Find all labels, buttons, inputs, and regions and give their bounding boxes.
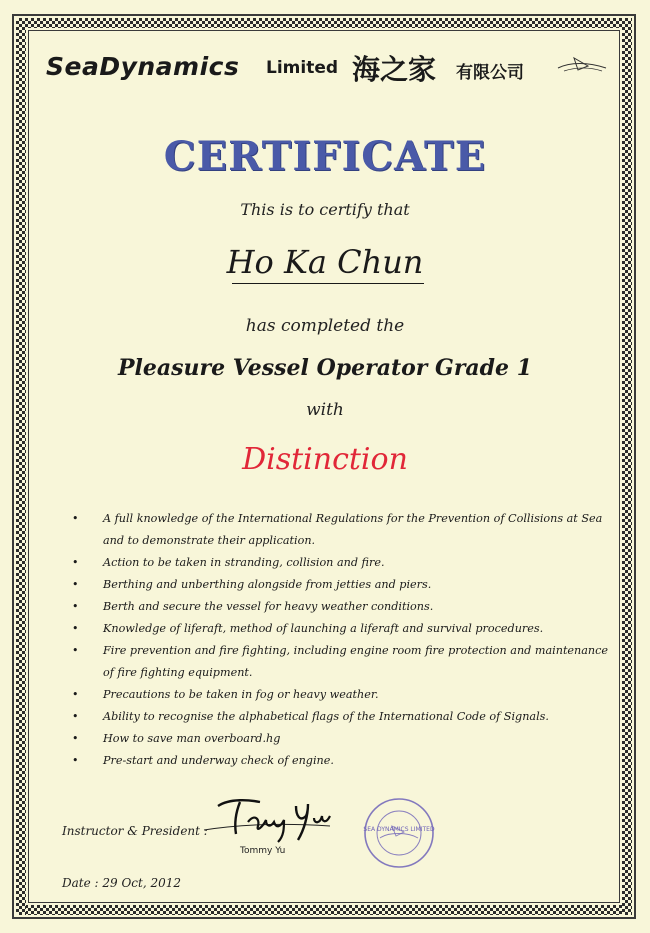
border-pattern-bottom xyxy=(16,905,632,915)
signatory-name: Tommy Yu xyxy=(240,846,286,856)
company-suffix: Limited xyxy=(266,58,339,78)
competency-item xyxy=(70,640,610,684)
competency-list xyxy=(70,508,610,772)
competency-text: of fire fighting equipment. xyxy=(103,666,253,679)
recipient-name: Ho Ka Chun xyxy=(226,243,424,281)
competency-text: Pre-start and underway check of engine. xyxy=(103,754,334,767)
competency-text: Action to be taken in stranding, collision and fire. xyxy=(103,556,385,569)
border-pattern-top xyxy=(16,18,632,28)
certify-line: This is to certify that xyxy=(240,200,410,219)
with-line: with xyxy=(306,400,344,420)
competency-item xyxy=(70,508,610,552)
competency-item xyxy=(70,574,610,596)
signature-label: Instructor & President : xyxy=(62,824,208,838)
bullet-icon: • xyxy=(72,512,79,525)
competency-text: and to demonstrate their application. xyxy=(103,534,316,547)
company-chinese-name: 海之家 xyxy=(352,53,437,86)
competency-item xyxy=(70,552,610,574)
bullet-icon: • xyxy=(72,644,79,657)
recipient-underline xyxy=(232,283,424,284)
competency-text: Precautions to be taken in fog or heavy weather. xyxy=(103,688,379,701)
issue-date: Date : 29 Oct, 2012 xyxy=(62,876,182,890)
competency-text: Berth and secure the vessel for heavy weather conditions. xyxy=(103,600,434,613)
bullet-icon: • xyxy=(72,556,79,569)
bullet-icon: • xyxy=(72,600,79,613)
bullet-icon: • xyxy=(72,710,79,723)
competency-item xyxy=(70,596,610,618)
competency-item xyxy=(70,706,610,728)
competency-item xyxy=(70,684,610,706)
competency-text: Fire prevention and fire fighting, including engine room fire protection and maintenance xyxy=(103,644,609,657)
sailboat-logo-icon xyxy=(554,54,610,76)
bullet-icon: • xyxy=(72,622,79,635)
company-name: SeaDynamics xyxy=(46,52,240,81)
competency-item xyxy=(70,618,610,640)
course-name: Pleasure Vessel Operator Grade 1 xyxy=(117,355,533,381)
bullet-icon: • xyxy=(72,578,79,591)
certificate-title: CERTIFICATE xyxy=(163,133,487,180)
bullet-icon: • xyxy=(72,754,79,767)
certificate-header xyxy=(44,46,614,86)
bullet-icon: • xyxy=(72,732,79,745)
bullet-icon: • xyxy=(72,688,79,701)
competency-item xyxy=(70,750,610,772)
seal-text: SEA DYNAMICS LIMITED xyxy=(363,826,435,833)
handwritten-signature-icon xyxy=(200,792,350,847)
competency-text: Berthing and unberthing alongside from jetties and piers. xyxy=(103,578,432,591)
grade-distinction: Distinction xyxy=(242,442,408,477)
company-chinese-suffix: 有限公司 xyxy=(456,63,524,83)
competency-text: A full knowledge of the International Regulations for the Prevention of Collisions at Sea xyxy=(103,512,603,525)
competency-text: How to save man overboard.hg xyxy=(103,732,281,745)
completed-line: has completed the xyxy=(245,316,405,336)
competency-text: Knowledge of liferaft, method of launching a liferaft and survival procedures. xyxy=(103,622,544,635)
competency-text: Ability to recognise the alphabetical flags of the International Code of Signals. xyxy=(103,710,549,723)
competency-item xyxy=(70,728,610,750)
company-seal-icon xyxy=(362,796,436,870)
